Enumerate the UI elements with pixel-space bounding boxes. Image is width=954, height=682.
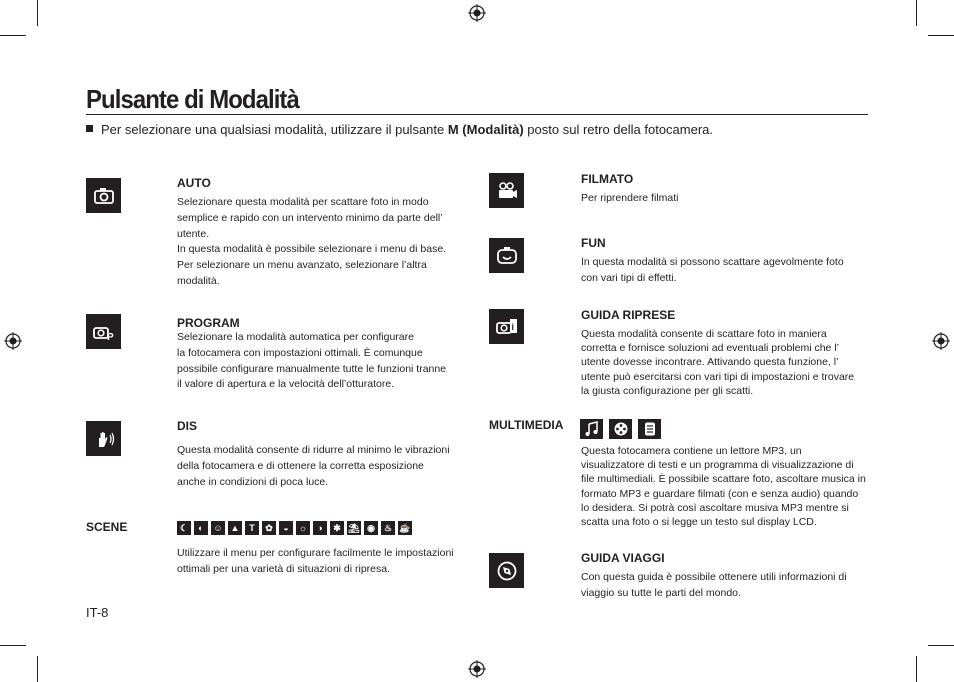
backlight-icon: ◑ xyxy=(313,521,327,535)
program-description: Selezionare la modalità automatica per configurare la fotocamera con impostazioni ottimali. È comunque possibile configurare manualmente tutte le funzioni tranne il valore di apertura e la velocità dell’otturatore. xyxy=(177,331,447,391)
intro-text: Per selezionare una qualsiasi modalità, utilizzare il pulsante M (Modalità) posto sul retro della fotocamera. xyxy=(86,122,713,137)
dis-heading: DIS xyxy=(177,419,198,433)
landscape-icon: ▲ xyxy=(228,521,242,535)
self-portrait-icon: ◉ xyxy=(364,521,378,535)
registration-mark-icon xyxy=(4,332,22,350)
crop-mark xyxy=(37,0,38,26)
scene-heading: SCENE xyxy=(86,520,128,534)
page-title: Pulsante di Modalità xyxy=(86,84,299,114)
scene-description: Utilizzare il menu per configurare facilmente le impostazioni ottimali per una varietà di situazioni di ripresa. xyxy=(177,547,454,575)
text-icon: T xyxy=(245,521,259,535)
multimedia-heading: MULTIMEDIA xyxy=(489,418,564,432)
multimedia-description: Questa fotocamera contiene un lettore MP3, un visualizzatore di testi e un programma di visualizzazione di file multimediali. È possibile scattare foto, ascoltare musica in formato MP3 e guardare filmati (con e senza audio) quando lo desidera. Si potrà così ascoltare musiva MP3 mentre si scatta una foto o si legge un testo sul display LCD. xyxy=(581,445,866,529)
text-viewer-icon xyxy=(638,419,661,439)
crop-mark xyxy=(916,656,917,682)
camera-guide-icon xyxy=(489,309,524,344)
scene-icons-strip xyxy=(177,521,412,535)
sunset-icon: ◒ xyxy=(279,521,293,535)
registration-mark-icon xyxy=(468,660,486,678)
crop-mark xyxy=(928,645,954,646)
camera-program-icon xyxy=(86,314,121,349)
cafe-icon: ☕ xyxy=(399,523,411,533)
music-note-icon xyxy=(580,419,603,439)
multimedia-icons-strip xyxy=(580,419,661,439)
dis-description: Questa modalità consente di ridurre al minimo le vibrazioni della fotocamera e di ottenere la corretta esposizione anche in condizioni di poca luce. xyxy=(177,444,450,488)
fun-description: In questa modalità si possono scattare agevolmente foto con vari tipi di effetti. xyxy=(581,256,844,284)
fireworks-icon: ✱ xyxy=(330,521,344,535)
fun-heading: FUN xyxy=(581,236,606,250)
closeup-icon: ✿ xyxy=(262,521,276,535)
guida-riprese-description: Questa modalità consente di scattare foto in maniera corretta e fornisce soluzioni ad eventuali problemi che l’ utente dovesse incontrare. Attivando questa funzione, l’ utente può esercitarsi con vari tipi di impostazioni e trovare la giusta configurazione per gli scatti. xyxy=(581,328,855,397)
hand-stabilizer-icon xyxy=(86,421,121,456)
dawn-icon: ☼ xyxy=(296,521,310,535)
children-icon: ☺ xyxy=(211,521,225,535)
night-icon: ☾ xyxy=(177,521,191,535)
guida-viaggi-heading: GUIDA VIAGGI xyxy=(581,551,665,565)
guida-viaggi-description: Con questa guida è possibile ottenere utili informazioni di viaggio su tutte le parti del mondo. xyxy=(581,571,847,599)
beach-icon: ⛱ xyxy=(348,523,360,533)
food-icon: ♨ xyxy=(381,521,395,535)
film-reel-icon xyxy=(609,419,632,439)
crop-mark xyxy=(37,656,38,682)
auto-heading: AUTO xyxy=(177,176,211,190)
compass-icon xyxy=(489,553,524,588)
bullet-square-icon xyxy=(86,125,93,132)
crop-mark xyxy=(916,0,917,26)
page-number: IT-8 xyxy=(86,605,109,620)
movie-camera-icon xyxy=(489,173,524,208)
crop-mark xyxy=(928,35,954,36)
portrait-icon: ◐ xyxy=(194,521,208,535)
program-heading: PROGRAM xyxy=(177,316,240,330)
svg-text:i: i xyxy=(511,321,514,332)
filmato-heading: FILMATO xyxy=(581,172,634,186)
guida-riprese-heading: GUIDA RIPRESE xyxy=(581,308,676,322)
camera-icon xyxy=(86,178,121,213)
crop-mark xyxy=(0,35,26,36)
crop-mark xyxy=(0,645,26,646)
registration-mark-icon xyxy=(468,4,486,22)
auto-description: Selezionare questa modalità per scattare foto in modo semplice e rapido con un intervento minimo da parte dell’ utente. In questa modalità è possibile selezionare i menu di base. Per selezionare un menu avanzato, selezionare l’altra modalità. xyxy=(177,196,447,287)
smiley-camera-icon xyxy=(489,238,524,273)
registration-mark-icon xyxy=(932,332,950,350)
filmato-description: Per riprendere filmati xyxy=(581,192,679,204)
svg-text:P: P xyxy=(106,331,114,343)
title-divider xyxy=(86,114,868,115)
